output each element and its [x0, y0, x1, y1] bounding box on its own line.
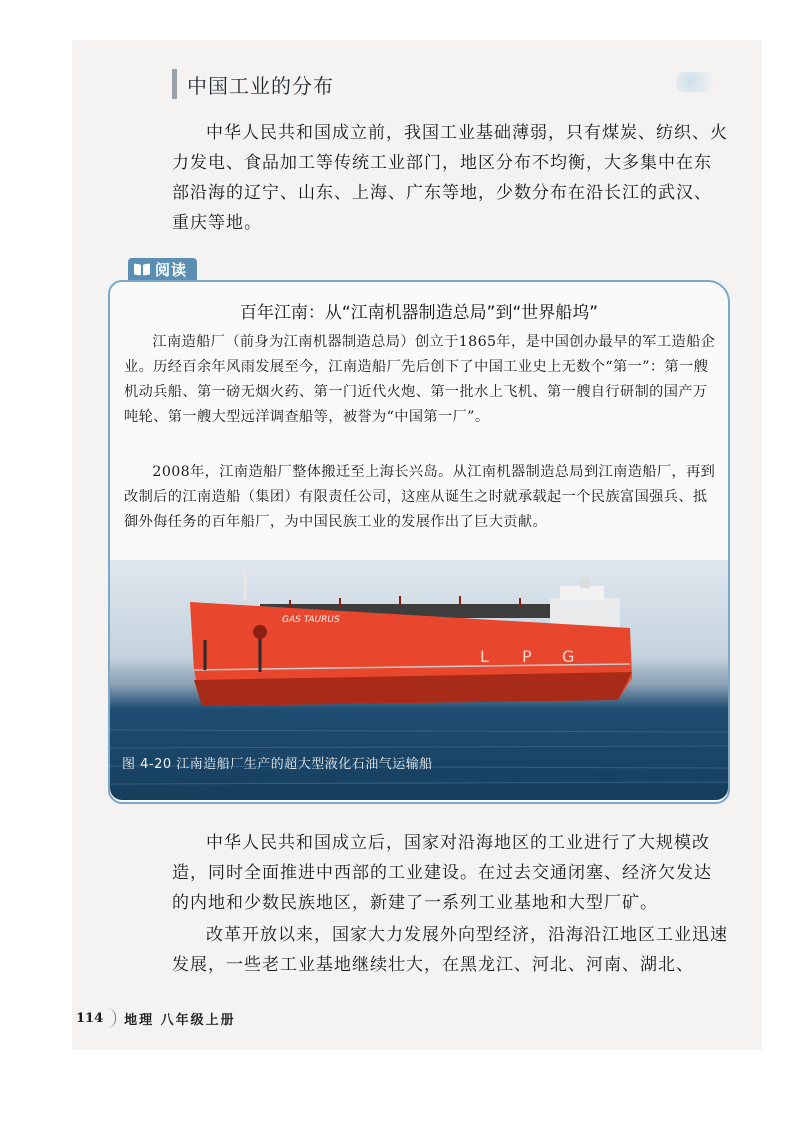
- reading-paragraph-1: 江南造船厂（前身为江南机器制造总局）创立于1865年，是中国创办最早的军工造船企业。历经百余年风雨发展至今，江南造船厂先后创下了中国工业史上无数个“第一”：第一艘机动兵船、第一磅无烟火药、第一门近代火炮、第一批水上飞机、第一艘自行研制的国产万吨轮、第一艘大型远洋调查船等，被誉为“中国第一厂”。: [124, 334, 716, 425]
- reading-tab: [128, 258, 197, 280]
- hull-letter-g: G: [562, 647, 575, 666]
- reading-tab-label: 阅读: [155, 260, 188, 279]
- body-paragraph-1: 中华人民共和国成立前，我国工业基础薄弱，只有煤炭、纺织、火力发电、食品加工等传统工业部门，地区分布不均衡，大多集中在东部沿海的辽宁、山东、上海、广东等地，少数分布在沿长江的武汉、重庆等地。: [172, 123, 728, 233]
- folio-arc: [107, 1008, 116, 1028]
- body-paragraph-2: 中华人民共和国成立后，国家对沿海地区的工业进行了大规模改造，同时全面推进中西部的工业建设。在过去交通闭塞、经济欠发达的内地和少数民族地区，新建了一系列工业基地和大型厂矿。: [172, 833, 712, 913]
- body-paragraph-3: 改革开放以来，国家大力发展外向型经济，沿海沿江地区工业迅速发展，一些老工业基地继续壮大，在黑龙江、河北、河南、湖北、: [172, 925, 728, 975]
- figure-caption: 图 4-20 江南造船厂生产的超大型液化石油气运输船: [122, 757, 433, 772]
- corner-decoration: [676, 72, 724, 92]
- hull-letter-p: P: [522, 647, 532, 666]
- section-title: 中国工业的分布: [187, 73, 334, 98]
- reading-title: 百年江南：从“江南机器制造总局”到“世界船坞”: [239, 303, 599, 323]
- section-bar: [172, 69, 177, 99]
- book-title: 地理 八年级上册: [124, 1012, 236, 1028]
- page-footer: [76, 1008, 236, 1028]
- ship-name: GAS TAURUS: [282, 615, 340, 625]
- hull-letter-l: L: [480, 647, 489, 666]
- reading-box: [108, 280, 730, 804]
- reading-paragraph-2: 2008年，江南造船厂整体搬迁至上海长兴岛。从江南机器制造总局到江南造船厂，再到改制后的江南造船（集团）有限责任公司，这座从诞生之时就承载起一个民族富国强兵、抵御外侮任务的百年船厂，为中国民族工业的发展作出了巨大贡献。: [124, 464, 716, 530]
- book-icon: [134, 264, 150, 275]
- page-number: 114: [76, 1010, 104, 1026]
- section-heading: [172, 68, 334, 100]
- ship-photo: [110, 560, 728, 800]
